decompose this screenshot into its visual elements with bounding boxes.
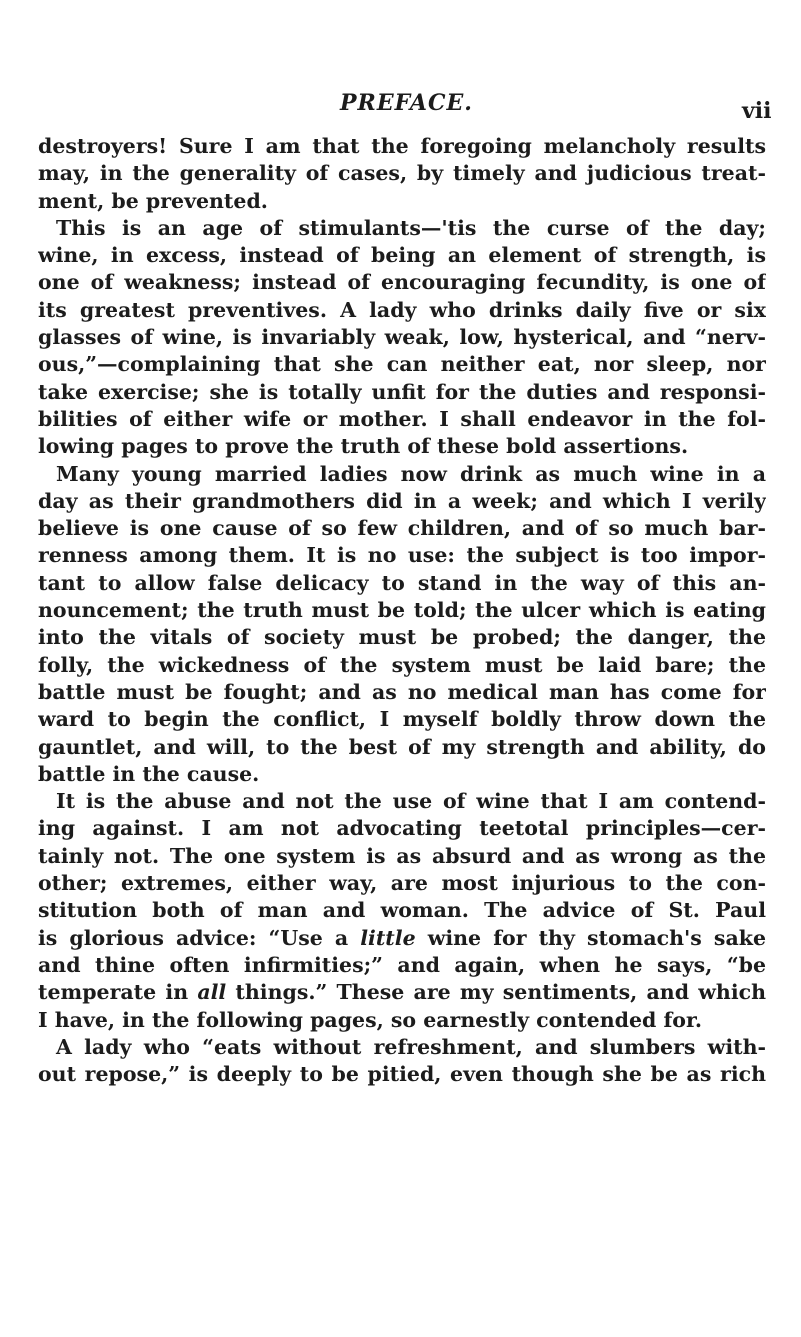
page-number: vii: [742, 98, 772, 124]
text-line: into the vitals of society must be probed; the danger, the: [38, 625, 766, 650]
text-line: battle in the cause.: [38, 761, 260, 786]
text-line: tainly not. The one system is as absurd and as wrong as the: [38, 843, 766, 868]
text-line: its greatest preventives. A lady who drinks daily five or six: [38, 297, 766, 322]
paragraph-first-line: A lady who “eats without refreshment, and slumbers with-: [56, 1034, 766, 1059]
text-line: renness among them. It is no use: the subject is too impor-: [38, 543, 766, 568]
text-line: gauntlet, and will, to the best of my strength and ability, do: [38, 734, 766, 759]
text-line: bilities of either wife or mother. I shall endeavor in the fol-: [38, 406, 766, 431]
text-line: [38, 979, 766, 1006]
text-run: temperate in: [38, 980, 198, 1005]
text-run: wine for thy stomach's sake: [415, 925, 766, 950]
text-run: things.” These are my sentiments, and which: [226, 980, 766, 1005]
paragraph-first-line: Many young married ladies now drink as much wine in a: [56, 461, 766, 486]
text-line: lowing pages to prove the truth of these bold assertions.: [38, 434, 689, 459]
paragraph-first-line: This is an age of stimulants—'tis the curse of the day;: [56, 215, 766, 240]
text-line: tant to allow false delicacy to stand in the way of this an-: [38, 570, 766, 595]
text-line: ing against. I am not advocating teetotal principles—cer-: [38, 816, 766, 841]
text-run: is glorious advice: “Use a: [38, 925, 361, 950]
emphasis-all: all: [197, 980, 227, 1005]
text-line: and thine often infirmities;” and again, when he says, “be: [38, 952, 766, 977]
text-line: folly, the wickedness of the system must be laid bare; the: [38, 652, 766, 677]
running-head: [0, 90, 801, 124]
text-line: other; extremes, either way, are most injurious to the con-: [38, 871, 766, 896]
text-line: [38, 925, 766, 952]
text-line: ward to begin the conflict, I myself boldly throw down the: [38, 707, 766, 732]
text-line: wine, in excess, instead of being an element of strength, is: [38, 243, 766, 268]
text-line: take exercise; she is totally unfit for the duties and responsi-: [38, 379, 766, 404]
text-line: I have, in the following pages, so earnestly contended for.: [38, 1007, 703, 1032]
body-text: [38, 133, 766, 1088]
text-line: destroyers! Sure I am that the foregoing melancholy results: [38, 134, 766, 158]
text-line: believe is one cause of so few children, and of so much bar-: [38, 516, 766, 541]
text-line: ment, be prevented.: [38, 188, 268, 213]
text-line: day as their grandmothers did in a week; and which I verily: [38, 488, 766, 513]
text-line: one of weakness; instead of encouraging fecundity, is one of: [38, 270, 766, 295]
emphasis-little: little: [360, 925, 416, 950]
text-line: out repose,” is deeply to be pitied, even though she be as rich: [38, 1062, 766, 1087]
text-line: battle must be fought; and as no medical man has come for: [38, 679, 766, 704]
text-line: ous,”—complaining that she can neither eat, nor sleep, nor: [38, 352, 766, 377]
text-line: nouncement; the truth must be told; the ulcer which is eating: [38, 598, 766, 623]
paragraph-first-line: It is the abuse and not the use of wine that I am contend-: [56, 789, 766, 814]
text-line: glasses of wine, is invariably weak, low, hysterical, and “nerv-: [38, 325, 766, 350]
running-title: PREFACE.: [340, 90, 473, 116]
text-line: stitution both of man and woman. The advice of St. Paul: [38, 898, 766, 923]
text-line: may, in the generality of cases, by timely and judicious treat-: [38, 161, 766, 186]
